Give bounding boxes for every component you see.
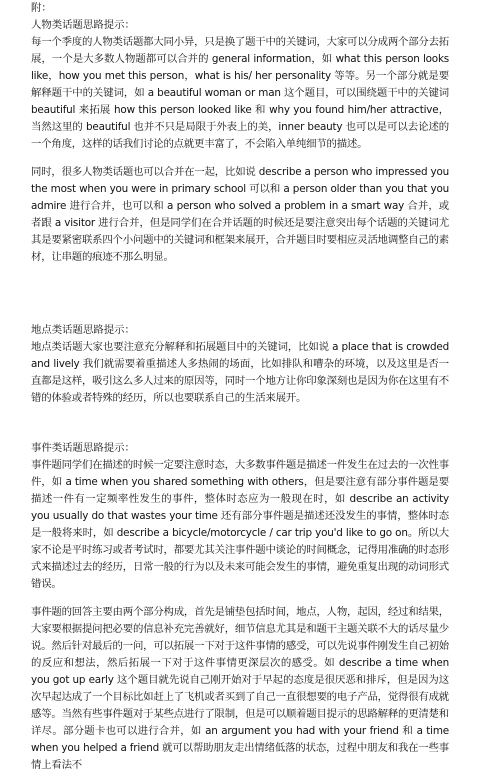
spacer [31, 593, 449, 604]
document-page [31, 0, 449, 774]
appendix-label: 附： [31, 2, 52, 14]
section-heading-place: 地点类话题思路提示： [31, 324, 135, 336]
place-paragraph-1: 地点类话题大家也要注意充分解释和拓展题目中的关键词，比如说 a place that is crowded and lively 我们就需要着重描述人多热闹的场面，比如排队和嘈杂的环境，以及这里是否一直都是这样，吸引这么多人过来的原因等，同时一个地方让你印象深刻也是因为你在这里有不错的体验或者特殊的经历，所以也要联系自己的生活来展开。 [31, 341, 449, 404]
spacer [31, 153, 449, 164]
section-heading-event: 事件类话题思路提示： [31, 442, 135, 454]
section-heading-person: 人物类话题思路提示： [31, 19, 135, 31]
person-paragraph-2: 同时，很多人物类话题也可以合并在一起，比如说 describe a person who impressed you the most when you were in primary school 可以和 a person older than you that you admire 进行合并，也可以和 a person who solved a problem in a smart way 合并，或者跟 a visitor 进行合并，但是同学们在合并话题的时候还是要注意突出每个话题的关键词尤其是要紧密联系四个小问题中的关键词和框架来展开，合并题目时要相应灵活地调整自己的素材，让串题的痕迹不那么明显。 [31, 166, 449, 263]
person-paragraph-1: 每一个季度的人物类话题都大同小异，只是换了题干中的关键词，大家可以分成两个部分去拓展，一个是大多数人物题都可以合并的 general information，如 what this person looks like，how you met this person，what is his/ her personality 等等。另一个部分就是要解释题干中的关键词，如 a beautiful woman or man 这个题目，可以围绕题干中的关键词 beautiful 来拓展 how this person looked like 和 why you found him/her attractive，当然这里的 beautiful 也并不只是局限于外表上的美，inner beauty 也可以是可以去论述的一个角度，这样的话我们讨论的点就更丰富了，不会陷入单纯细节的描述。 [31, 36, 449, 150]
spacer [31, 266, 449, 322]
spacer [31, 407, 449, 440]
event-paragraph-1: 事件题同学们在描述的时候一定要注意时态，大多数事件题是描述一件发生在过去的一次性事件，如 a time when you shared something with others，但是要注意有部分事件题是要描述一件有一定频率性发生的事件，整体时态应为一般现在时，如 describe an activity you usually do that wastes your time 还有部分事件题是描述还没发生的事情，整体时态是一般将来时，如 describe a bicycle/motorcycle / car trip you'd like to go on。所以大家不论是平时练习或者考试时，都要尤其关注事件题中谈论的时间概念，记得用准确的时态形式来描述过去的经历，日常一般的行为以及未来可能会发生的事情，避免重复出现的动词形式错误。 [31, 459, 449, 590]
event-paragraph-2: 事件题的回答主要由两个部分构成，首先是铺垫包括时间，地点，人物，起因，经过和结果，大家要根据提问把必要的信息补充完善就好，细节信息尤其是和题干主题关联不大的话尽量少说。然后针对最后的一问，可以拓展一下对于这件事情的感受，可以先说事件刚发生自己初始的反应和想法，然后拓展一下对于这件事情更深层次的感受。如 describe a time when you got up early 这个题目就先说自己刚开始对于早起的态度是很厌恶和排斥，但是因为这次早起达成了一个目标比如赶上了飞机或者买到了自己一直很想要的电子产品，觉得很有成就感等。当然有些事件题对于某些点进行了限制，但是可以顺着题目提示的思路解释的更清楚和详尽。部分题卡也可以进行合并，如 an argument you had with your friend 和 a time when you helped a friend 就可以帮助朋友走出情绪低落的状态，过程中朋友和我在一些事情上看法不 [31, 606, 449, 771]
